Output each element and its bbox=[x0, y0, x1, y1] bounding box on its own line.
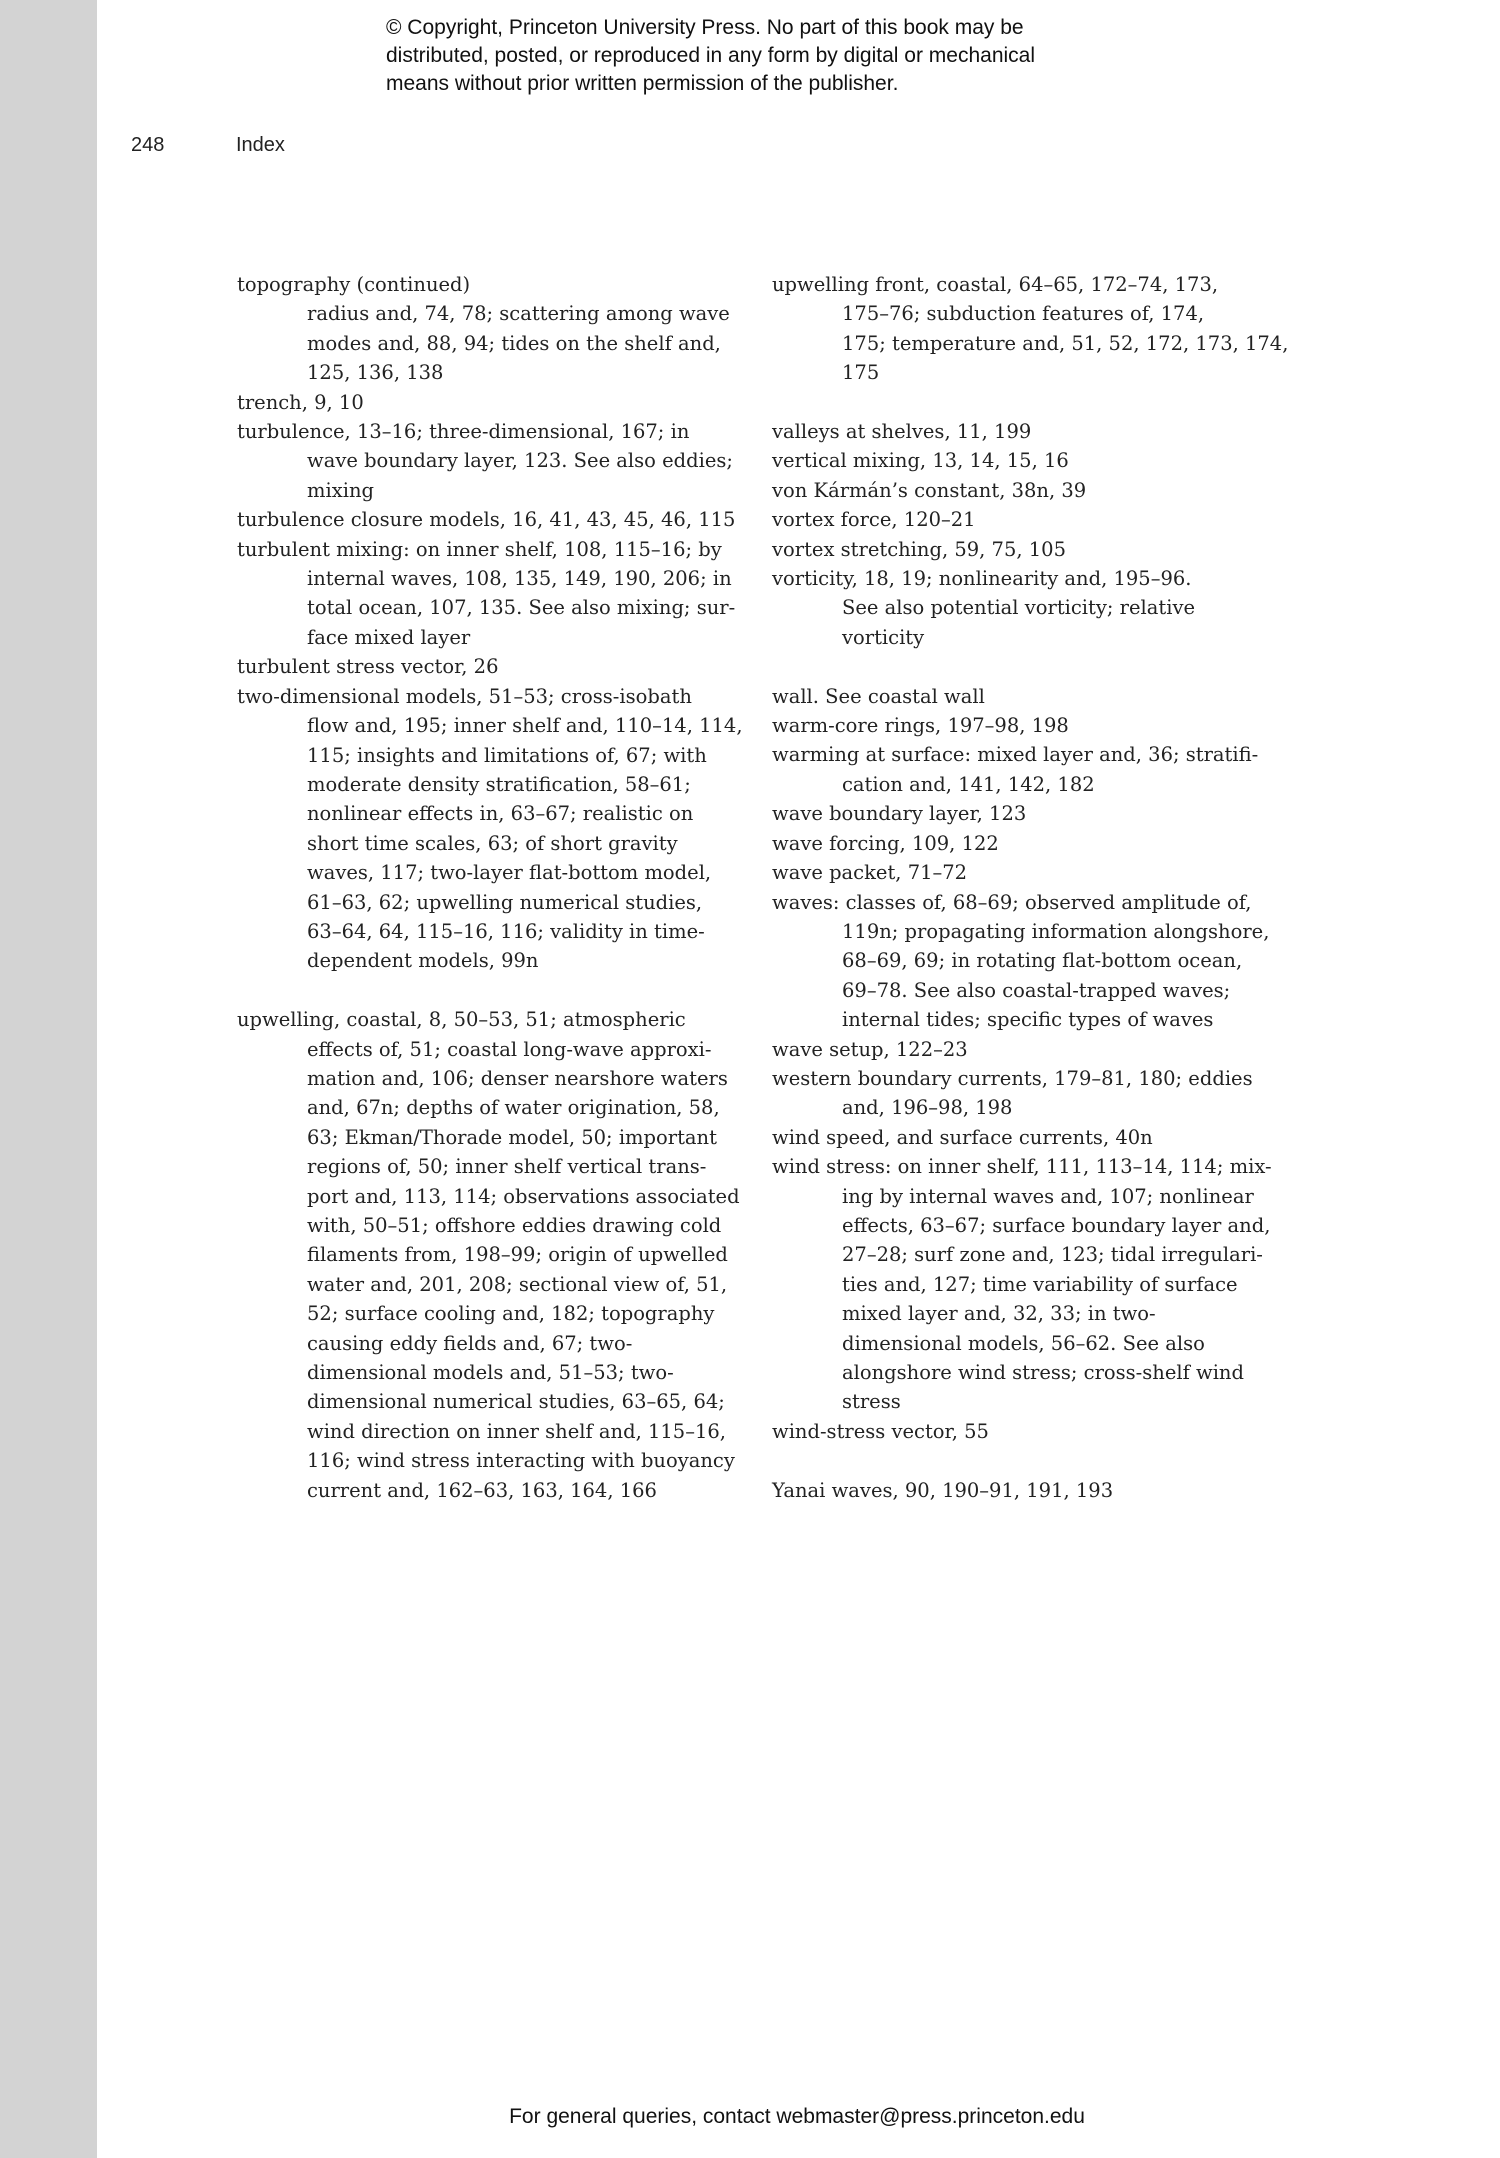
index-subline: regions of, 50; inner shelf vertical trans- bbox=[307, 1155, 707, 1179]
index-gap bbox=[237, 976, 757, 1005]
index-entry: wave boundary layer, 123 bbox=[772, 802, 1027, 826]
index-entry: von Kármán’s constant, 38n, 39 bbox=[772, 478, 1087, 502]
copyright-line: means without prior written permission of the publisher. bbox=[386, 72, 899, 95]
index-gap bbox=[772, 1446, 1292, 1475]
index-subline: 125, 136, 138 bbox=[307, 361, 444, 385]
index-entry: Yanai waves, 90, 190–91, 191, 193 bbox=[772, 1478, 1114, 1502]
index-entry: topography (continued) bbox=[237, 273, 471, 296]
index-subline: 175; temperature and, 51, 52, 172, 173, 174, bbox=[842, 331, 1289, 355]
index-subline: internal waves, 108, 135, 149, 190, 206; in bbox=[307, 567, 732, 591]
index-entry: warming at surface: mixed layer and, 36; stratifi- bbox=[772, 743, 1259, 767]
index-subline: 63–64, 64, 115–16, 116; validity in time- bbox=[307, 919, 705, 943]
index-subline: and, 196–98, 198 bbox=[842, 1096, 1013, 1120]
index-subline: wave boundary layer, 123. See also eddies; bbox=[307, 449, 733, 473]
page-margin-sidebar bbox=[0, 0, 97, 2158]
index-entry: vortex force, 120–21 bbox=[772, 508, 976, 532]
index-entry: wave setup, 122–23 bbox=[772, 1037, 968, 1061]
index-entry: upwelling, coastal, 8, 50–53, 51; atmospheric bbox=[237, 1008, 686, 1032]
index-entry: wall. See coastal wall bbox=[772, 684, 985, 708]
index-subline: current and, 162–63, 163, 164, 166 bbox=[307, 1478, 657, 1502]
index-subline: dimensional models and, 51–53; two- bbox=[307, 1361, 674, 1385]
index-entry: wave forcing, 109, 122 bbox=[772, 831, 999, 855]
index-subline: waves, 117; two-layer flat-bottom model, bbox=[307, 861, 712, 885]
index-gap bbox=[772, 388, 1292, 417]
index-subline: causing eddy fields and, 67; two- bbox=[307, 1331, 633, 1355]
index-subline: internal tides; specific types of waves bbox=[842, 1008, 1214, 1032]
index-entry: warm-core rings, 197–98, 198 bbox=[772, 714, 1069, 738]
index-entry: western boundary currents, 179–81, 180; eddies bbox=[772, 1066, 1253, 1090]
index-subline: vorticity bbox=[842, 625, 925, 649]
index-subline: stress bbox=[842, 1390, 901, 1414]
index-entry: wind speed, and surface currents, 40n bbox=[772, 1125, 1153, 1149]
index-entry: vertical mixing, 13, 14, 15, 16 bbox=[772, 449, 1069, 473]
index-subline: 69–78. See also coastal-trapped waves; bbox=[842, 978, 1231, 1002]
copyright-line: distributed, posted, or reproduced in any form by digital or mechanical bbox=[386, 44, 1036, 67]
index-subline: face mixed layer bbox=[307, 625, 471, 649]
index-subline: modes and, 88, 94; tides on the shelf and, bbox=[307, 331, 721, 355]
index-entry: trench, 9, 10 bbox=[237, 390, 364, 414]
index-subline: 115; insights and limitations of, 67; with bbox=[307, 743, 707, 767]
index-entry: two-dimensional models, 51–53; cross-isobath bbox=[237, 684, 692, 708]
page-number: 248 bbox=[131, 134, 165, 156]
index-subline: 63; Ekman/Thorade model, 50; important bbox=[307, 1125, 717, 1149]
index-column-right bbox=[772, 270, 1292, 1505]
index-entry: vortex stretching, 59, 75, 105 bbox=[772, 537, 1066, 561]
index-subline: filaments from, 198–99; origin of upwelled bbox=[307, 1243, 728, 1267]
index-subline: 61–63, 62; upwelling numerical studies, bbox=[307, 890, 703, 914]
index-subline: 52; surface cooling and, 182; topography bbox=[307, 1302, 715, 1326]
index-entry: wind stress: on inner shelf, 111, 113–14, 114; mix- bbox=[772, 1155, 1272, 1179]
index-subline: 27–28; surf zone and, 123; tidal irregulari- bbox=[842, 1243, 1263, 1267]
index-subline: 68–69, 69; in rotating flat-bottom ocean, bbox=[842, 949, 1243, 973]
index-subline: effects of, 51; coastal long-wave approxi- bbox=[307, 1037, 712, 1061]
index-subline: effects, 63–67; surface boundary layer and, bbox=[842, 1213, 1271, 1237]
running-head: Index bbox=[236, 134, 285, 156]
index-gap bbox=[772, 652, 1292, 681]
index-entry: wind-stress vector, 55 bbox=[772, 1419, 989, 1443]
index-subline: mixing bbox=[307, 478, 375, 502]
index-subline: cation and, 141, 142, 182 bbox=[842, 772, 1095, 796]
index-subline: 175–76; subduction features of, 174, bbox=[842, 302, 1205, 326]
index-entry: turbulence closure models, 16, 41, 43, 45, 46, 115 bbox=[237, 508, 736, 532]
index-entry: turbulence, 13–16; three-dimensional, 167; in bbox=[237, 420, 690, 444]
index-subline: flow and, 195; inner shelf and, 110–14, 114, bbox=[307, 714, 743, 738]
index-subline: dimensional models, 56–62. See also bbox=[842, 1331, 1205, 1355]
index-subline: port and, 113, 114; observations associated bbox=[307, 1184, 740, 1208]
index-subline: mation and, 106; denser nearshore waters bbox=[307, 1066, 728, 1090]
copyright-notice bbox=[386, 14, 1166, 98]
index-subline: dimensional numerical studies, 63–65, 64; bbox=[307, 1390, 725, 1414]
index-entry: wave packet, 71–72 bbox=[772, 861, 968, 885]
index-subline: with, 50–51; offshore eddies drawing cold bbox=[307, 1213, 722, 1237]
index-entry: waves: classes of, 68–69; observed amplitude of, bbox=[772, 890, 1252, 914]
index-subline: 175 bbox=[842, 361, 880, 385]
index-subline: 116; wind stress interacting with buoyancy bbox=[307, 1449, 735, 1473]
index-entry: turbulent stress vector, 26 bbox=[237, 655, 499, 679]
index-subline: 119n; propagating information alongshore, bbox=[842, 919, 1270, 943]
index-subline: water and, 201, 208; sectional view of, 51, bbox=[307, 1272, 728, 1296]
footer bbox=[0, 2105, 1500, 2129]
index-subline: ing by internal waves and, 107; nonlinear bbox=[842, 1184, 1254, 1208]
index-entry: turbulent mixing: on inner shelf, 108, 115–16; by bbox=[237, 537, 722, 561]
index-subline: radius and, 74, 78; scattering among wave bbox=[307, 302, 730, 326]
index-entry: vorticity, 18, 19; nonlinearity and, 195–96. bbox=[772, 567, 1192, 591]
copyright-line: © Copyright, Princeton University Press. No part of this book may be bbox=[386, 16, 1024, 39]
index-subline: alongshore wind stress; cross-shelf wind bbox=[842, 1361, 1244, 1384]
index-subline: dependent models, 99n bbox=[307, 949, 539, 973]
index-subline: wind direction on inner shelf and, 115–16, bbox=[307, 1419, 726, 1443]
index-subline: total ocean, 107, 135. See also mixing; sur- bbox=[307, 596, 736, 620]
index-subline: nonlinear effects in, 63–67; realistic on bbox=[307, 802, 694, 826]
index-subline: ties and, 127; time variability of surface bbox=[842, 1272, 1238, 1296]
index-subline: mixed layer and, 32, 33; in two- bbox=[842, 1302, 1156, 1326]
index-subline: short time scales, 63; of short gravity bbox=[307, 831, 678, 855]
index-subline: See also potential vorticity; relative bbox=[842, 596, 1196, 620]
index-entry: upwelling front, coastal, 64–65, 172–74, 173, bbox=[772, 273, 1219, 296]
index-column-left bbox=[237, 270, 757, 1505]
footer-contact: For general queries, contact webmaster@press.princeton.edu bbox=[509, 2105, 1085, 2128]
index-subline: and, 67n; depths of water origination, 58, bbox=[307, 1096, 720, 1120]
index-subline: moderate density stratification, 58–61; bbox=[307, 772, 691, 796]
index-entry: valleys at shelves, 11, 199 bbox=[772, 420, 1032, 444]
